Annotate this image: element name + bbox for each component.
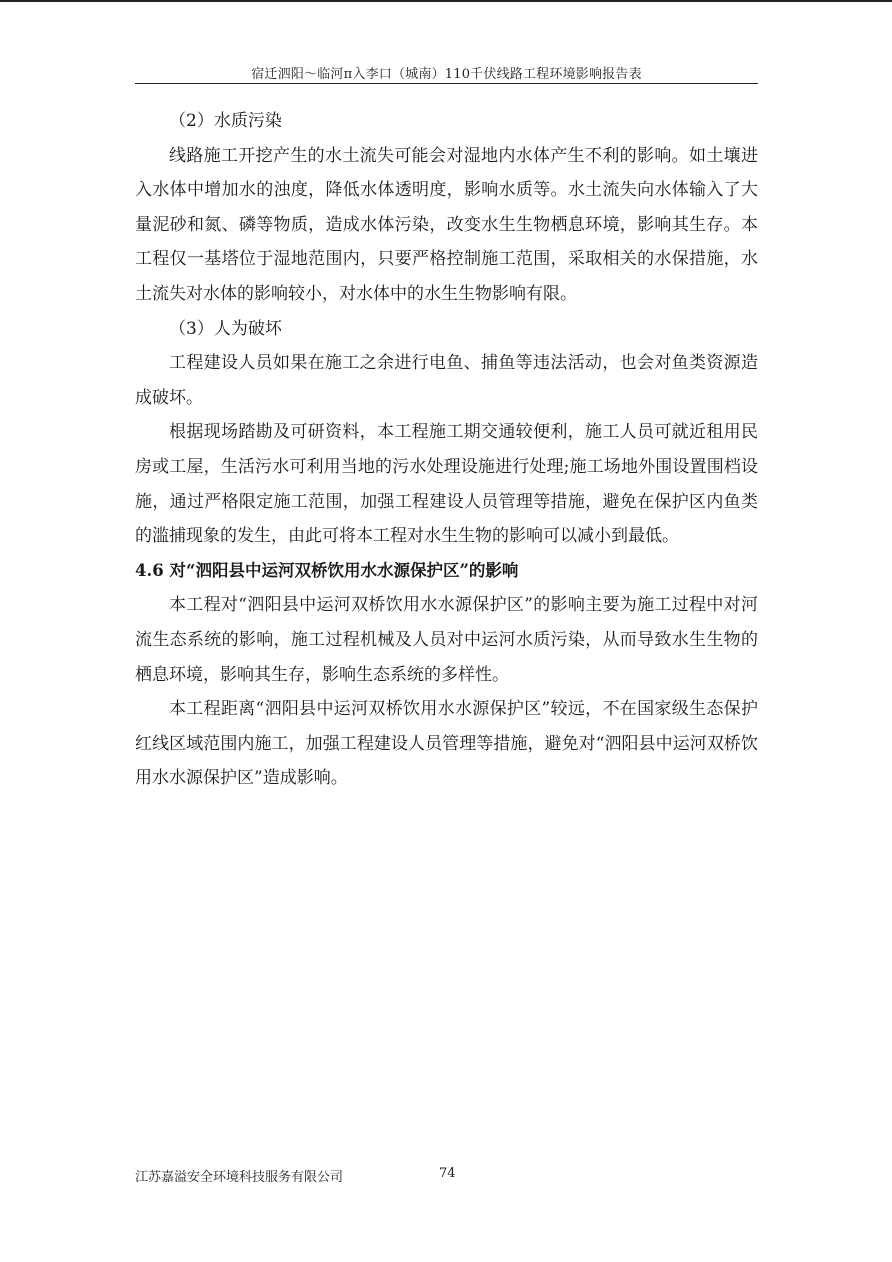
- subheading-human-damage: （3）人为破坏: [169, 318, 282, 339]
- subheading-water-pollution: （2）水质污染: [169, 111, 282, 131]
- paragraph-site-survey: 根据现场踏勘及可研资料，本工程施工期交通较便利，施工人员可就近租用民房或工屋，生活污水可利用当地的污水处理设施进行处理;施工场地外围设置围档设施，通过严格限定施工范围，加强工程建设人员管理等措施，避免在保护区内鱼类的滥捕现象的发生，由此可将本工程对水生生物的影响可以减小到最低。: [135, 422, 758, 547]
- section-heading-4-6: 4.6 对“泗阳县中运河双桥饮用水水源保护区”的影响: [135, 560, 519, 580]
- header-divider: [135, 83, 758, 84]
- paragraph-protection-zone-impact: 本工程对“泗阳县中运河双桥饮用水水源保护区”的影响主要为施工过程中对河流生态系统的影响，施工过程机械及人员对中运河水质污染，从而导致水生生物的栖息环境，影响其生存，影响生态系统的多样性。: [135, 595, 758, 685]
- paragraph-human-damage: 工程建设人员如果在施工之余进行电鱼、捕鱼等违法活动，也会对鱼类资源造成破坏。: [135, 353, 758, 408]
- page-top-border: [0, 0, 892, 2]
- report-header-title: 宿迁泗阳～临河π入李口（城南）110千伏线路工程环境影响报告表: [251, 67, 642, 82]
- page-number: 74: [439, 1166, 456, 1181]
- paragraph-water-pollution: 线路施工开挖产生的水土流失可能会对湿地内水体产生不利的影响。如土壤进入水体中增加水的浊度，降低水体透明度，影响水质等。水土流失向水体输入了大量泥砂和氮、磷等物质，造成水体污染，改变水生生物栖息环境，影响其生存。本工程仅一基塔位于湿地范围内，只要严格控制施工范围，采取相关的水保措施，水土流失对水体的影响较小，对水体中的水生生物影响有限。: [135, 145, 758, 304]
- paragraph-protection-zone-distance: 本工程距离“泗阳县中运河双桥饮用水水源保护区”较远，不在国家级生态保护红线区域范围内施工，加强工程建设人员管理等措施，避免对“泗阳县中运河双桥饮用水水源保护区”造成影响。: [135, 699, 758, 789]
- document-body: [135, 104, 758, 796]
- footer-company-name: 江苏嘉溢安全环境科技服务有限公司: [135, 1170, 344, 1185]
